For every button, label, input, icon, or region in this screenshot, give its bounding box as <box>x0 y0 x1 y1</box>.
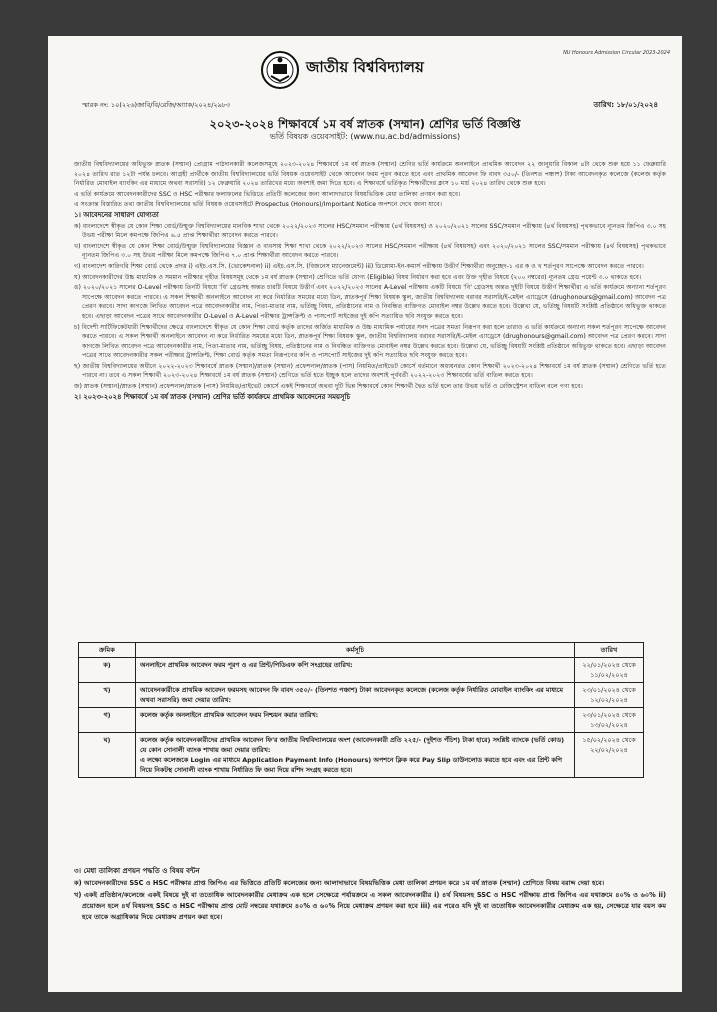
list-item: ঙ) ২০২০/২০২১ সালের O-Level পরীক্ষায় তিনটি বিষয়ে 'বি' গ্রেডসহ অন্তত চারটি বিষয়ে উত্তীর্ণ এবং ২০২২/২০২৩ সালের A-Level পরীক্ষায় একটি বিষয়ে 'বি' গ্রেডসহ অন্তত দুইটি বিষয়ে উত্তীর্ণ শিক্ষার্থীরা এ ভর্তি কার্যক্রমে অন্যান্য শর্তপূরণ সাপেক্ষে আবেদন করতে পারবে। এ সকল শিক্ষার্থী অনলাইনে আবেদন না করে নির্ধারিত সময়ের মধ্যে ডিন, স্নাতকপূর্ব শিক্ষা বিষয়ক স্কুল, জাতীয় বিশ্ববিদ্যালয় বরাবর সরাসরি/ই-মেইল এ্যাড্রেসে (drughonours@gmail.com) আবেদন পত্র প্রেরণ করবে। সাদা কাগজে লিখিত আবেদন পত্রে আবেদনকারীর নাম, পিতা-মাতার নাম, ভর্তিচ্ছু বিষয়, প্রতিষ্ঠানের নাম ও নিবন্ধিত ব্যক্তিগত মোবাইল নম্বর উল্লেখ করতে হবে। উল্লেখ্য যে, ভর্তিচ্ছু বিষয়টি সংশ্লিষ্ট প্রতিষ্ঠানে অধিভুক্ত থাকতে হবে। এছাড়া আবেদন পত্রের সাথে আবেদনকারীর O-Level ও A-Level পরীক্ষার ট্রান্সক্রিপ্ট ও পাসপোর্ট সাইজের দুই কপি সত্যায়িত ছবি সংযুক্ত করতে হবে। <box>74 284 666 320</box>
table-row <box>79 658 644 683</box>
notice-date: তারিখ: ১৮/০১/২০২৪ <box>593 101 658 109</box>
intro-paragraph: জাতীয় বিশ্ববিদ্যালয়ের অধিভুক্ত স্নাতক (সম্মান) প্রোগ্রাম পাঠদানকারী কলেজসমূহে ২০২৩-২০২৪ শিক্ষাবর্ষে ১ম বর্ষ স্নাতক (সম্মান) শ্রেণির ভর্তি কার্যক্রমে অনলাইনে প্রাথমিক আবেদন ২২ জানুয়ারি বিকাল ৪টা থেকে শুরু হয়ে ১১ ফেব্রুয়ারি ২০২৪ তারিখ রাত ১২টা পর্যন্ত চলবে। আগ্রহী প্রার্থীকে জাতীয় বিশ্ববিদ্যালয়ের ভর্তি বিষয়ক ওয়েবসাইট থেকে আবেদন ফরম পূরণ করতে হবে এবং প্রাথমিক আবেদন ফি বাবদ ৩৫০/- (তিনশত পঞ্চাশ) টাকা আবেদনকৃত কলেজে (কলেজ কর্তৃক নির্ধারিত মোবাইল ব্যাংকিং এর মাধ্যমে অথবা সরাসরি) ১২ ফেব্রুয়ারি ২০২৪ তারিখের মধ্যে অবশ্যই জমা দিতে হবে। এ শিক্ষাবর্ষে ভর্তিকৃত শিক্ষার্থীদের ক্লাস ১০ মার্চ ২০২৪ তারিখ থেকে শুরু হবে। <box>74 161 666 188</box>
table-header: কর্মসূচি <box>136 643 575 658</box>
table-cell <box>136 733 575 778</box>
merit-section <box>74 866 666 924</box>
list-item: খ) বাংলাদেশে স্বীকৃত যে কোন শিক্ষা বোর্ড/উন্মুক্ত বিশ্ববিদ্যালয়ের বিজ্ঞান ও ব্যবসায় শিক্ষা শাখা থেকে ২০২২/২০২৩ সালের HSC/সমমান পরীক্ষায় (৪র্থ বিষয়সহ) এবং ২০২০/২০২১ সালের SSC/সমমান পরীক্ষায় (৪র্থ বিষয়সহ) পৃথকভাবে ন্যূনতম জিপিএ ৩.০ সহ উভয় পরীক্ষা মিলে কমপক্ষে জিপিএ ৭.০ প্রাপ্ত শিক্ষার্থীরা আবেদন করতে পারবে। <box>74 242 666 260</box>
table-cell: অনলাইনে প্রাথমিক আবেদন ফরম পূরণ ও এর প্রিন্ট/পিডিএফ কপি সংগ্রহের তারিখ: <box>136 658 575 683</box>
section-heading: ২। ২০২৩-২০২৪ শিক্ষাবর্ষে ১ম বর্ষ স্নাতক (সম্মান) শ্রেণির ভর্তি কার্যক্রমে প্রাথমিক আবেদনের সময়সূচি <box>74 392 351 401</box>
section-heading: ৩। মেধা তালিকা প্রণয়ন পদ্ধতি ও বিষয় বন্টন <box>74 867 200 875</box>
header-note: NU Honours Admission Circular 2023-2024 <box>563 50 670 56</box>
subtitle: ভর্তি বিষয়ক ওয়েবসাইট: (www.nu.ac.bd/admissions) <box>269 132 461 141</box>
table-row <box>79 708 644 733</box>
list-item: খ) একই প্রতিষ্ঠান/কলেজে একই বিষয়ে দুই বা ততোধিক আবেদনকারীর মেধাক্রম এক হলে সেক্ষেত্রে পর্যায়ক্রমে এ সকল আবেদনকারীর i) ৪র্থ বিষয়সহ SSC ও HSC পরীক্ষায় প্রাপ্ত জিপিএ এর যথাক্রমে ৪০% ও ৬০% ii) প্রয়োজন হলে ৪র্থ বিষয়সহ SSC ও HSC পরীক্ষায় প্রাপ্ত মোট নম্বরের যথাক্রমে ৪০% ও ৬০% নিয়ে মেধাক্রম প্রণয়ন করা হবে iii) এর পরেও যদি দুই বা ততোধিক আবেদনকারীর মেধাক্রম এক হয়, সেক্ষেত্রে যার বয়স কম হবে তাকে অগ্রাধিকার দিয়ে মেধাক্রম প্রণয়ন করা হবে। <box>74 891 666 921</box>
paragraph: এ সংক্রান্ত বিস্তারিত তথ্য জাতীয় বিশ্ববিদ্যালয়ের ভর্তি বিষয়ক ওয়েবসাইটে Prospectus (Honours)/Important Notice অপশনে দেখে জানা যাবে। <box>74 201 442 209</box>
memo-number: স্মারক নং: ১০(২২৬)জাবি/বি/রেজি/আ্যাক/২০২৪/২৯৮৩ <box>82 101 231 109</box>
university-name: জাতীয় বিশ্ববিদ্যালয় <box>306 58 424 76</box>
table-cell: ক) <box>79 658 136 683</box>
table-cell: ২২/০১/২০২৪ থেকে ১১/০২/২০২৪ <box>575 658 644 683</box>
table-cell: খ) <box>79 683 136 708</box>
table-cell-note: এ লক্ষ্যে কলেজকে Login এর মাধ্যমে Application Payment Info (Honours) অপশনে ক্লিক করে Pay Slip ডাউনলোড করতে হবে এবং এর প্রিন্ট কপি নিয়ে নিকটস্থ সোনালী ব্যাংক শাখায় নির্ধারিত ফি জমা দিয়ে রশিদ সংগ্রহ করতে হবে। <box>140 756 563 774</box>
table-cell: ২৩/০১/২০২৪ থেকে ১৩/০২/২০২৪ <box>575 708 644 733</box>
table-cell: ঘ) <box>79 733 136 778</box>
page-title: ২০২৩-২০২৪ শিক্ষাবর্ষে ১ম বর্ষ স্নাতক (সম্মান) শ্রেণির ভর্তি বিজ্ঞপ্তি <box>209 117 521 131</box>
seal-icon <box>260 50 300 90</box>
section-heading: ১। আবেদনের সাধারণ যোগ্যতা <box>74 210 159 219</box>
list-item: চ) বিদেশী সার্টিফিকেটধারী শিক্ষার্থীদের ক্ষেত্রে বাংলাদেশে স্বীকৃত যে কোন শিক্ষা বোর্ড কর্তৃক তাদের অর্জিত মাধ্যমিক ও উচ্চ মাধ্যমিক পর্যায়ের সনদ পত্রের সমতা নিরূপণ করা হলে তারাও এ ভর্তি কার্যক্রমে অন্যান্য সকল শর্তপূরণ সাপেক্ষে আবেদন করতে পারবে। এ সকল শিক্ষার্থী অনলাইনে আবেদন না করে নির্ধারিত সময়ের মধ্যে ডিন, স্নাতকপূর্ব শিক্ষা বিষয়ক স্কুল, জাতীয় বিশ্ববিদ্যালয় বরাবর সরাসরি/ই-মেইল এ্যাড্রেসে (drughonours@gmail.com) আবেদন পত্র প্রেরণ করবে। সাদা কাগজে লিখিত আবেদন পত্রে আবেদনকারীর নাম, পিতা-মাতার নাম, ভর্তিচ্ছু বিষয়, প্রতিষ্ঠানের নাম ও নিবন্ধিত ব্যক্তিগত মোবাইল নম্বর উল্লেখ করতে হবে। উল্লেখ্য যে, ভর্তিচ্ছু বিষয়টি সংশ্লিষ্ট প্রতিষ্ঠানে অধিভুক্ত থাকতে হবে। এছাড়া আবেদন পত্রের সাথে আবেদনকারীর সকল পরীক্ষার ট্রান্সক্রিপ্ট, শিক্ষা বোর্ড কর্তৃক সমতা নিরূপণের কপি ও পাসপোর্ট সাইজের দুই কপি সত্যায়িত ছবি সংযুক্ত করতে হবে। <box>74 323 666 360</box>
list-item: ঘ) আবেদনকারীদের উচ্চ মাধ্যমিক ও সমমান পরীক্ষার গৃহীত বিষয়সমূহ থেকে ১ম বর্ষ স্নাতক (সম্মান) শ্রেণিতে ভর্তি যোগ্য (Eligible) বিষয় নির্ধারণ করা হবে এবং উক্ত গৃহীত বিষয়ে (২০০ নম্বরের) ন্যূনতম গ্রেড পয়েন্ট ৩.০ থাকতে হবে। <box>74 273 642 281</box>
table-cell-text: কলেজ কর্তৃক আবেদনকারীদের প্রাথমিক আবেদন ফি'র জাতীয় বিশ্ববিদ্যালয়ের অংশ (আবেদনকারী প্রতি ২২৫/- (দুইশত পঁচিশ) টাকা হারে) সংশ্লিষ্ট ব্যাংকে (ভর্তি কোড) যে কোন সোনালী ব্যাংক শাখায় জমা দেয়ার তারিখ: <box>140 736 565 754</box>
table-cell: আবেদনকারীকে প্রাথমিক আবেদন ফরমসহ আবেদন ফি বাবদ ৩৫০/- (তিনশত পঞ্চাশ) টাকা আবেদনকৃত কলেজে (কলেজ কর্তৃক নির্ধারিত মোবাইল ব্যাংকিং এর মাধ্যমে অথবা সরাসরি) জমা দেয়ার তারিখ: <box>136 683 575 708</box>
university-seal <box>260 50 300 90</box>
list-item: জ) স্নাতক (সম্মান)/স্নাতক (সম্মান) প্রফেশনাল/স্নাতক (পাস) নিয়মিত/প্রাইভেট কোর্সে একই শিক্ষাবর্ষে অথবা দুটি ভিন্ন শিক্ষাবর্ষে কোন শিক্ষার্থী দ্বৈত ভর্তি হলে তার উভয় ভর্তি ও রেজিস্ট্রেশন বাতিল বলে গণ্য হবে। <box>74 383 583 391</box>
table-row <box>79 733 644 778</box>
schedule-table <box>78 642 644 778</box>
list-item: ক) বাংলাদেশে স্বীকৃত যে কোন শিক্ষা বোর্ড/উন্মুক্ত বিশ্ববিদ্যালয়ের মানবিক শাখা থেকে ২০২২/২০২৩ সালের HSC/সমমান পরীক্ষায় (৪র্থ বিষয়সহ) ও ২০২০/২০২১ সালের SSC/সমমান পরীক্ষায় (৪র্থ বিষয়সহ) পৃথকভাবে ন্যূনতম জিপিএ ৩.০ সহ উভয় পরীক্ষা মিলে কমপক্ষে জিপিএ ৬.৫ প্রাপ্ত শিক্ষার্থীরা আবেদন করতে পারবে। <box>74 222 666 240</box>
list-item: ছ) জাতীয় বিশ্ববিদ্যালয়ের অধীনে ২০২২-২০২৩ শিক্ষাবর্ষে স্নাতক (সম্মান)/স্নাতক (সম্মান) প্রফেশনাল/স্নাতক (পাস) নিয়মিত/প্রাইভেট কোর্সে বর্তমানে অধ্যয়নরত কোন শিক্ষার্থী ২০২৩-২০২৪ শিক্ষাবর্ষে ১ম বর্ষ স্নাতক (সম্মান) শ্রেণিতে ভর্তি হতে পারবে না। তবে এ সকল শিক্ষার্থী ২০২৩-২০২৪ শিক্ষাবর্ষে ১ম বর্ষ স্নাতক (সম্মান) শ্রেণিতে ভর্তি হতে ইচ্ছুক হলে তাদের অবশ্যই পূর্ববর্তী ২০২২-২০২৩ শিক্ষাবর্ষের ভর্তি বাতিল করতে হবে। <box>74 362 666 380</box>
table-cell: ১৫/০২/২০২৪ থেকে ২২/০২/২০২৪ <box>575 733 644 778</box>
table-cell: গ) <box>79 708 136 733</box>
paragraph: এ ভর্তি কার্যক্রমে আবেদনকারীদের SSC ও HSC পরীক্ষার ফলাফলের ভিত্তিতে প্রতিটি কলেজের জন্য আলাদাভাবে বিষয়ভিত্তিক মেধা তালিকা প্রণয়ন করা হবে। <box>74 190 461 198</box>
table-row <box>79 683 644 708</box>
table-cell: কলেজ কর্তৃক অনলাইনে প্রাথমিক আবেদন ফরম নিশ্চয়ন করার তারিখ: <box>136 708 575 733</box>
list-item: ক) আবেদনকারীদের SSC ও HSC পরীক্ষার প্রাপ্ত জিপিএ এর ভিত্তিতে প্রতিটি কলেজের জন্য আলাদাভাবে বিষয়ভিত্তিক মেধা তালিকা প্রণয়ন করে ১ম বর্ষ স্নাতক (সম্মান) শ্রেণিতে বিষয় বরাদ্দ দেয়া হবে। <box>74 879 605 887</box>
table-cell: ২৩/০১/২০২৪ থেকে ১২/০২/২০২৪ <box>575 683 644 708</box>
notice-page <box>48 36 682 992</box>
notice-body <box>74 160 666 403</box>
list-item: গ) বাংলাদেশ কারিগরি শিক্ষা বোর্ড থেকে প্রদত্ত i) এইচ.এস.সি. (ভোকেশনাল) ii) এইচ.এস.সি. (বিজনেস ম্যানেজমেন্ট) iii) ডিপ্লোমা-ইন-কমার্স পরীক্ষায় উত্তীর্ণ শিক্ষার্থীরা অনুচ্ছেদ-১ এর ক ও খ শর্তপূরণ সাপেক্ষে আবেদন করতে পারবে। <box>74 262 644 270</box>
table-header: ক্রমিক <box>79 643 136 658</box>
table-header: তারিখ <box>575 643 644 658</box>
